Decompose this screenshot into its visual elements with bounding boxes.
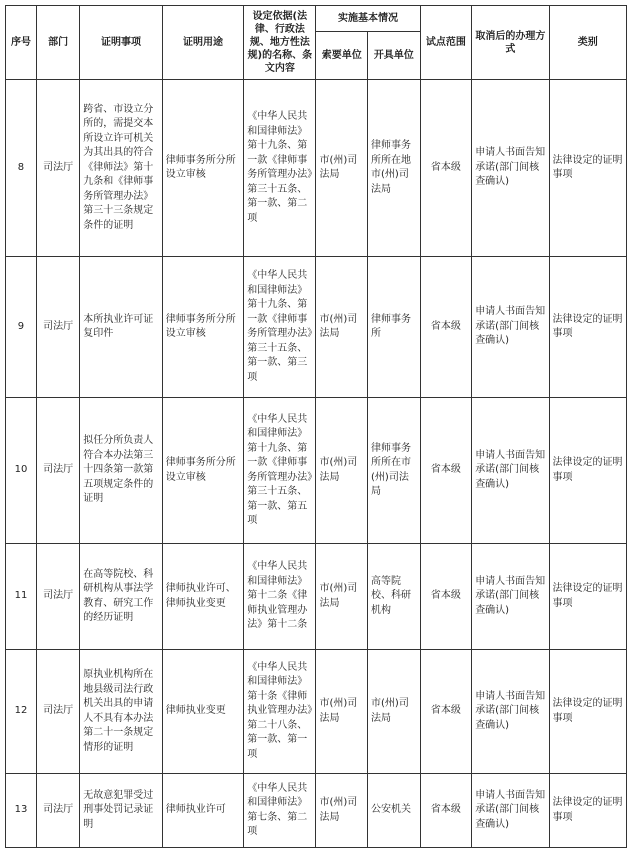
cell-item: 拟任分所负责人符合本办法第三十四条第一款第五项规定条件的证明 — [80, 398, 163, 544]
cell-basis: 《中华人民共和国律师法》第十九条、第一款《律师事务所管理办法》第三十五条、第一款、第五项 — [244, 398, 316, 544]
cell-use: 律师执业许可 — [162, 774, 243, 848]
cell-category: 法律设定的证明事项 — [549, 257, 626, 398]
cell-dept: 司法厅 — [36, 544, 79, 650]
cell-issue-unit: 高等院校、科研机构 — [368, 544, 421, 650]
header-row-1 — [6, 6, 627, 32]
cell-scope: 省本级 — [420, 257, 472, 398]
table-row — [6, 544, 627, 650]
cell-dept: 司法厅 — [36, 80, 79, 257]
cell-scope: 省本级 — [420, 398, 472, 544]
cell-issue-unit: 市(州)司法局 — [368, 650, 421, 774]
cell-item: 在高等院校、科研机构从事法学教育、研究工作的经历证明 — [80, 544, 163, 650]
cell-method: 申请人书面告知承诺(部门间核查确认) — [472, 544, 549, 650]
cell-category: 法律设定的证明事项 — [549, 650, 626, 774]
cell-method: 申请人书面告知承诺(部门间核查确认) — [472, 650, 549, 774]
cell-issue-unit: 律师事务所所在市(州)司法局 — [368, 398, 421, 544]
cell-use: 律师事务所分所设立审核 — [162, 257, 243, 398]
cell-request-unit: 市(州)司法局 — [316, 544, 368, 650]
cell-request-unit: 市(州)司法局 — [316, 80, 368, 257]
cell-issue-unit: 律师事务所所在地市(州)司法局 — [368, 80, 421, 257]
cell-use: 律师执业变更 — [162, 650, 243, 774]
header-no: 序号 — [6, 6, 37, 80]
header-scope: 试点范围 — [420, 6, 472, 80]
cell-no: 13 — [6, 774, 37, 848]
header-category: 类别 — [549, 6, 626, 80]
header-method: 取消后的办理方式 — [472, 6, 549, 80]
cell-issue-unit: 公安机关 — [368, 774, 421, 848]
table-row — [6, 774, 627, 848]
cell-request-unit: 市(州)司法局 — [316, 774, 368, 848]
header-basis: 设定依据(法律、行政法规、地方性法规)的名称、条文内容 — [244, 6, 316, 80]
cell-issue-unit: 律师事务所 — [368, 257, 421, 398]
cell-no: 10 — [6, 398, 37, 544]
cell-basis: 《中华人民共和国律师法》第十九条、第一款《律师事务所管理办法》第三十五条、第一款、第三项 — [244, 257, 316, 398]
cell-dept: 司法厅 — [36, 650, 79, 774]
cell-method: 申请人书面告知承诺(部门间核查确认) — [472, 80, 549, 257]
cell-category: 法律设定的证明事项 — [549, 774, 626, 848]
cell-method: 申请人书面告知承诺(部门间核查确认) — [472, 398, 549, 544]
cell-scope: 省本级 — [420, 80, 472, 257]
cell-dept: 司法厅 — [36, 774, 79, 848]
cell-category: 法律设定的证明事项 — [549, 80, 626, 257]
cell-dept: 司法厅 — [36, 398, 79, 544]
cell-use: 律师执业许可、律师执业变更 — [162, 544, 243, 650]
cell-no: 11 — [6, 544, 37, 650]
cell-no: 12 — [6, 650, 37, 774]
cell-category: 法律设定的证明事项 — [549, 544, 626, 650]
cell-item: 跨省、市设立分所的，需提交本所设立许可机关为其出具的符合《律师法》第十九条和《律师事务所管理办法》第三十三条规定条件的证明 — [80, 80, 163, 257]
cell-item: 无故意犯罪受过刑事处罚记录证明 — [80, 774, 163, 848]
cell-request-unit: 市(州)司法局 — [316, 650, 368, 774]
cell-scope: 省本级 — [420, 774, 472, 848]
cell-no: 8 — [6, 80, 37, 257]
cell-category: 法律设定的证明事项 — [549, 398, 626, 544]
cell-basis: 《中华人民共和国律师法》第七条、第二项 — [244, 774, 316, 848]
cell-scope: 省本级 — [420, 544, 472, 650]
cell-use: 律师事务所分所设立审核 — [162, 398, 243, 544]
header-request-unit: 索要单位 — [316, 32, 368, 80]
cell-use: 律师事务所分所设立审核 — [162, 80, 243, 257]
cell-method: 申请人书面告知承诺(部门间核查确认) — [472, 257, 549, 398]
header-implementation: 实施基本情况 — [316, 6, 420, 32]
cell-item: 本所执业许可证复印件 — [80, 257, 163, 398]
cell-scope: 省本级 — [420, 650, 472, 774]
cell-no: 9 — [6, 257, 37, 398]
header-use: 证明用途 — [162, 6, 243, 80]
cell-basis: 《中华人民共和国律师法》第十条《律师执业管理办法》第二十八条、第一款、第一项 — [244, 650, 316, 774]
cell-request-unit: 市(州)司法局 — [316, 398, 368, 544]
header-item: 证明事项 — [80, 6, 163, 80]
certificate-items-table — [5, 5, 627, 848]
header-issue-unit: 开具单位 — [368, 32, 421, 80]
cell-request-unit: 市(州)司法局 — [316, 257, 368, 398]
table-row — [6, 80, 627, 257]
cell-dept: 司法厅 — [36, 257, 79, 398]
header-dept: 部门 — [36, 6, 79, 80]
table-row — [6, 398, 627, 544]
cell-basis: 《中华人民共和国律师法》第十九条、第一款《律师事务所管理办法》第三十五条、第一款、第二项 — [244, 80, 316, 257]
cell-item: 原执业机构所在地县级司法行政机关出具的申请人不具有本办法第二十一条规定情形的证明 — [80, 650, 163, 774]
cell-method: 申请人书面告知承诺(部门间核查确认) — [472, 774, 549, 848]
cell-basis: 《中华人民共和国律师法》第十二条《律师执业管理办法》第十二条 — [244, 544, 316, 650]
table-row — [6, 650, 627, 774]
table-row — [6, 257, 627, 398]
certificate-items-table-wrapper — [5, 5, 627, 848]
